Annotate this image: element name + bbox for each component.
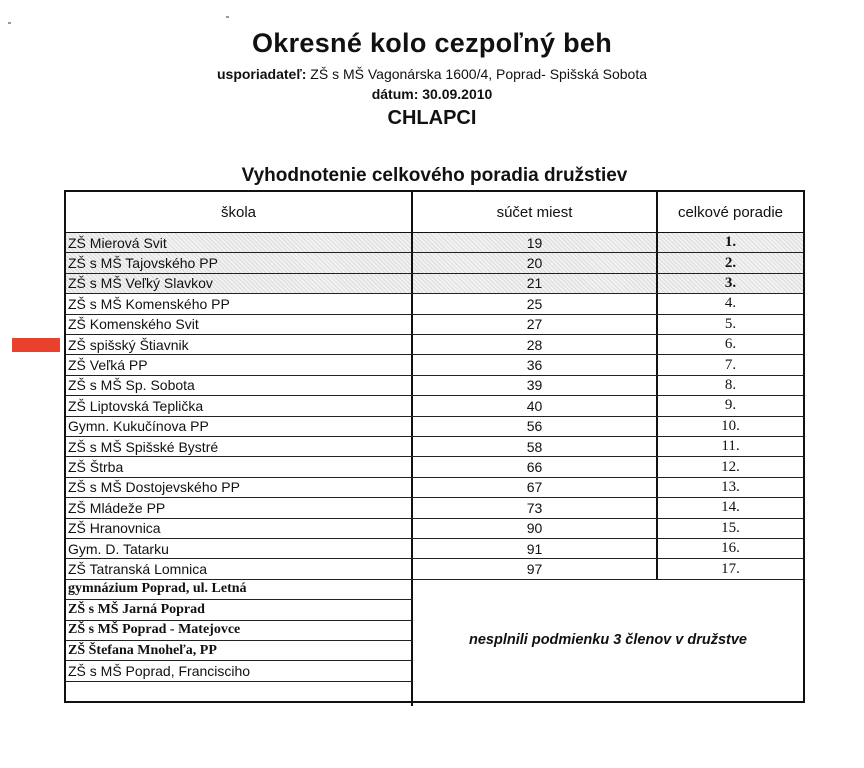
organizer-value: ZŠ s MŠ Vagonárska 1600/4, Poprad- Spišská Sobota xyxy=(306,66,647,82)
school-cell: ZŠ spišský Štiavnik xyxy=(66,335,413,354)
sum-cell: 36 xyxy=(413,355,658,374)
disqualified-school: ZŠ s MŠ Poprad, Francisciho xyxy=(66,661,413,681)
organizer-line xyxy=(0,66,864,82)
rank-cell: 11. xyxy=(721,438,740,455)
rank-cell: 13. xyxy=(721,478,740,495)
sum-cell: 91 xyxy=(413,539,658,558)
rank-cell: 6. xyxy=(724,336,737,353)
rank-cell: 12. xyxy=(721,458,740,475)
rank-cell: 2. xyxy=(724,254,737,271)
event-date: dátum: 30.09.2010 xyxy=(371,86,493,102)
rank-cell: 17. xyxy=(721,560,740,577)
rank-cell: 8. xyxy=(724,376,737,393)
table-row xyxy=(66,559,803,579)
disqualified-school xyxy=(66,682,413,706)
school-cell: ZŠ Štrba xyxy=(66,457,413,476)
table-row xyxy=(66,233,803,253)
disqualified-school: ZŠ Štefana Mnoheľa, PP xyxy=(66,641,413,661)
header-sum: súčet miest xyxy=(413,192,658,234)
sum-cell: 58 xyxy=(413,437,658,456)
table-row xyxy=(66,396,803,416)
rank-cell: 14. xyxy=(721,499,740,516)
sum-cell: 56 xyxy=(413,417,658,436)
table-title: Vyhodnotenie celkového poradia družstiev xyxy=(241,165,628,186)
school-cell: ZŠ s MŠ Tajovského PP xyxy=(66,253,413,272)
school-cell: ZŠ Liptovská Teplička xyxy=(66,396,413,415)
rank-cell: 10. xyxy=(721,417,740,434)
rank-cell: 3. xyxy=(724,274,737,291)
table-row xyxy=(66,274,803,294)
sum-cell: 20 xyxy=(413,253,658,272)
rank-cell: 1. xyxy=(724,234,737,251)
sum-cell: 66 xyxy=(413,457,658,476)
header-rank: celkové poradie xyxy=(658,192,803,234)
rank-cell: 4. xyxy=(724,295,737,312)
header-school: škola xyxy=(66,192,413,234)
rank-cell: 9. xyxy=(724,397,737,414)
school-cell: ZŠ s MŠ Sp. Sobota xyxy=(66,376,413,395)
sum-cell: 19 xyxy=(413,233,658,252)
table-row xyxy=(66,253,803,273)
disqualified-school: gymnázium Poprad, ul. Letná xyxy=(66,580,413,600)
sum-cell: 28 xyxy=(413,335,658,354)
disqualified-school: ZŠ s MŠ Poprad - Matejovce xyxy=(66,621,413,641)
rank-cell: 5. xyxy=(724,315,737,332)
document-title: Okresné kolo cezpoľný beh xyxy=(251,28,612,58)
sum-cell: 21 xyxy=(413,274,658,293)
rank-cell: 15. xyxy=(721,519,740,536)
category-heading: CHLAPCI xyxy=(387,107,477,129)
table-row xyxy=(66,437,803,457)
table-row xyxy=(66,498,803,518)
sum-cell: 90 xyxy=(413,519,658,538)
table-row xyxy=(66,294,803,314)
table-row xyxy=(66,355,803,375)
rank-cell: 7. xyxy=(724,356,737,373)
disqualified-note: nesplnili podmienku 3 členov v družstve xyxy=(469,632,747,648)
sum-cell: 67 xyxy=(413,478,658,497)
sum-cell: 25 xyxy=(413,294,658,313)
table-row xyxy=(66,478,803,498)
sum-cell: 27 xyxy=(413,315,658,334)
table-row xyxy=(66,539,803,559)
school-cell: Gym. D. Tatarku xyxy=(66,539,413,558)
school-cell: ZŠ s MŠ Veľký Slavkov xyxy=(66,274,413,293)
table-row xyxy=(66,457,803,477)
sum-cell: 73 xyxy=(413,498,658,517)
school-cell: ZŠ Tatranská Lomnica xyxy=(66,559,413,578)
sum-cell: 39 xyxy=(413,376,658,395)
school-cell: ZŠ Veľká PP xyxy=(66,355,413,374)
scan-speck xyxy=(226,16,229,18)
red-highlight-marker xyxy=(12,338,60,352)
scan-speck xyxy=(8,22,11,24)
results-table xyxy=(64,190,805,703)
table-row xyxy=(66,417,803,437)
organizer-label: usporiadateľ: xyxy=(216,66,307,82)
table-row xyxy=(66,335,803,355)
rank-cell: 16. xyxy=(721,540,740,557)
school-cell: ZŠ s MŠ Komenského PP xyxy=(66,294,413,313)
sum-cell: 97 xyxy=(413,559,658,578)
table-row xyxy=(66,519,803,539)
school-cell: ZŠ Komenského Svit xyxy=(66,315,413,334)
school-cell: ZŠ s MŠ Dostojevského PP xyxy=(66,478,413,497)
school-cell: ZŠ Mládeže PP xyxy=(66,498,413,517)
table-row xyxy=(66,315,803,335)
disqualified-school: ZŠ s MŠ Jarná Poprad xyxy=(66,600,413,620)
table-row xyxy=(66,376,803,396)
school-cell: ZŠ Hranovnica xyxy=(66,519,413,538)
school-cell: Gymn. Kukučínova PP xyxy=(66,417,413,436)
sum-cell: 40 xyxy=(413,396,658,415)
school-cell: ZŠ Mierová Svit xyxy=(66,233,413,252)
school-cell: ZŠ s MŠ Spišské Bystré xyxy=(66,437,413,456)
